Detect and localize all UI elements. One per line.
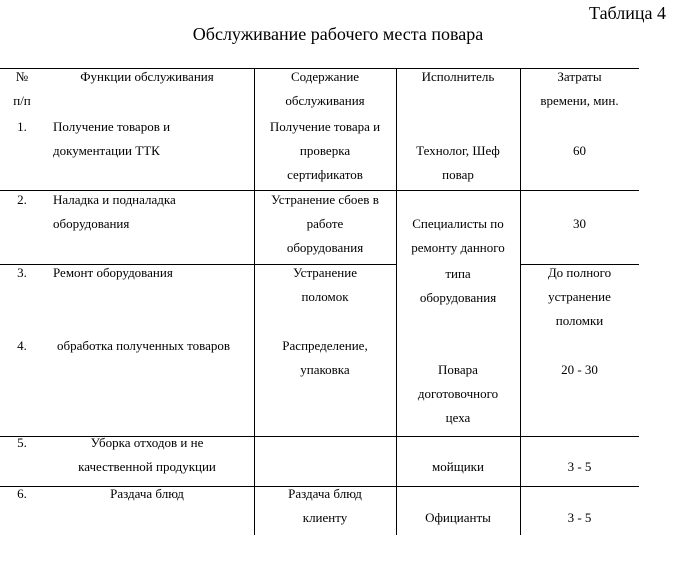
header-function: Функции обслуживания xyxy=(80,69,214,84)
header-num-line2: п/п xyxy=(13,93,31,108)
row6-num: 6. xyxy=(17,486,27,501)
row5-num: 5. xyxy=(17,435,27,450)
header-num-line1: № xyxy=(15,69,29,84)
row1-num: 1. xyxy=(17,119,27,134)
row6-function: Раздача блюд xyxy=(110,486,184,501)
header-num xyxy=(4,65,40,113)
row2-num: 2. xyxy=(17,192,27,207)
row4-num: 4. xyxy=(17,338,27,353)
row6-content: Раздача блюд клиенту xyxy=(288,486,362,525)
table-label: Таблица 4 xyxy=(589,3,666,23)
table-title: Обслуживание рабочего места повара xyxy=(192,24,484,44)
row6-executor: Официанты xyxy=(425,510,491,525)
row5-time: 3 - 5 xyxy=(567,459,592,474)
row5-function: Уборка отходов и не качественной продукции xyxy=(78,435,216,474)
header-content: Содержание обслуживания xyxy=(285,69,365,108)
row4-time: 20 - 30 xyxy=(561,362,598,377)
row1-content: Получение товара и проверка сертификатов xyxy=(269,119,381,182)
row2-executor: Специалисты по ремонту данного типа оборудования xyxy=(411,216,505,305)
row3-num: 3. xyxy=(17,265,27,280)
header-executor: Исполнитель xyxy=(421,69,495,84)
row4-content: Распределение, упаковка xyxy=(282,338,368,377)
row1-function: Получение товаров и документации ТТК xyxy=(53,119,171,158)
row2-content: Устранение сбоев в работе оборудования xyxy=(271,192,379,255)
row5-executor: мойщики xyxy=(432,459,484,474)
row1-executor: Технолог, Шеф повар xyxy=(416,143,500,182)
row4-function: обработка полученных товаров xyxy=(57,338,231,353)
row3-function: Ремонт оборудования xyxy=(53,265,173,280)
header-time: Затраты времени, мин. xyxy=(540,69,619,108)
row3-time: До полного устранение поломки xyxy=(547,265,612,328)
row2-function: Наладка и подналадка оборудования xyxy=(53,192,176,231)
row1-time: 60 xyxy=(573,143,586,158)
row4-executor: Повара доготовочного цеха xyxy=(417,362,499,425)
row2-time: 30 xyxy=(573,216,586,231)
row6-time: 3 - 5 xyxy=(567,510,592,525)
row3-content: Устранение поломок xyxy=(293,265,357,304)
